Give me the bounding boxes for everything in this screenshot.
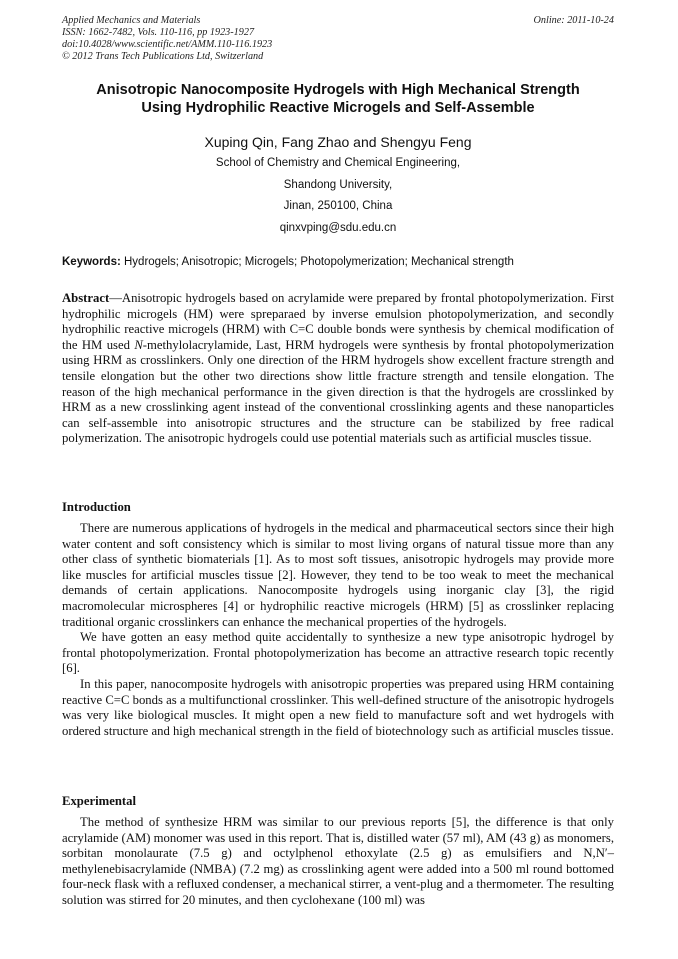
- author-email: qinxvping@sdu.edu.cn: [279, 222, 397, 234]
- intro-paragraph-1: There are numerous applications of hydrogels in the medical and pharmaceutical sectors since their high water content and soft consistency which is similar to most living organs of natural tissue more than any other class of synthetic biomaterials [1]. As to most soft tissues, anisotropic hydrogels may provide more like muscles for artificial muscles tissue [2]. However, they tend to be too weak to meet the mechanical demands of certain applications. Nanocomposite hydrogels using inorganic clay [3], the rigid macromolecular microspheres [4] or hydrophilic reactive microgels (HRM) [5] as crosslinker replacing traditional organic crosslinkers can enhance the mechanical properties of the hydrogels.: [62, 521, 614, 629]
- keywords-list: Hydrogels; Anisotropic; Microgels; Photopolymerization; Mechanical strength: [124, 256, 514, 268]
- experimental-heading: Experimental: [62, 794, 137, 808]
- abstract-italic-n: N: [134, 337, 143, 352]
- affiliation-line-3: Jinan, 250100, China: [283, 200, 393, 212]
- keywords-section: [62, 255, 622, 269]
- copyright-line: © 2012 Trans Tech Publications Ltd, Switzerland: [62, 51, 264, 62]
- authors: Xuping Qin, Fang Zhao and Shengyu Feng: [204, 134, 472, 150]
- abstract-text-2: -methylolacrylamide, Last, HRM hydrogels were synthesis by frontal photopolymerization using HRM as crosslinkers. Only one direction of the HRM hydrogels show excellent fracture strength and tensile elongation but the other two directions show little fracture strength and tensile elongation. The reason of the high mechanical performance in the given direction is that the hydrogels are crosslinked by HRM as a new crosslinking agent instead of the conventional crosslinking agents and these nanoparticles can self-assemble into anisotropic structures and the structure can be stabilized by free radical polymerization. The anisotropic hydrogels could use potential materials such as artificial muscles tissue.: [62, 337, 614, 446]
- journal-header: [62, 15, 614, 63]
- issn-line: ISSN: 1662-7482, Vols. 110-116, pp 1923-1927: [62, 27, 255, 38]
- intro-paragraph-3: In this paper, nanocomposite hydrogels with anisotropic properties was prepared using HRM containing reactive C=C bonds as a multifunctional crosslinker. This well-defined structure of the anisotropic hydrogels was very like biological muscles. It might open a new field to manufacture soft and wet hydrogels with ordered structure and high mechanical strength in the field of biotechnology such as artificial muscles tissue.: [62, 676, 614, 738]
- intro-paragraph-2: We have gotten an easy method quite accidentally to synthesize a new type anisotropic hydrogel by frontal photopolymerization. Frontal photopolymerization has become an attractive research topic recently [6].: [62, 630, 614, 676]
- title-line-1: Anisotropic Nanocomposite Hydrogels with High Mechanical Strength: [96, 82, 580, 98]
- abstract-label: Abstract: [62, 291, 110, 305]
- affiliation-line-2: Shandong University,: [283, 179, 393, 191]
- introduction-heading: Introduction: [62, 500, 131, 514]
- affiliation-line-1: School of Chemistry and Chemical Engineering,: [215, 157, 461, 169]
- title-line-2: Using Hydrophilic Reactive Microgels and Self-Assemble: [141, 100, 535, 116]
- doi-line: doi:10.4028/www.scientific.net/AMM.110-116.1923: [62, 39, 273, 50]
- experimental-body: [62, 815, 614, 909]
- online-date: Online: 2011-10-24: [533, 15, 614, 26]
- paper-title: [62, 81, 614, 117]
- introduction-body: [62, 521, 614, 739]
- abstract: [62, 291, 614, 447]
- abstract-text-1: —Anisotropic hydrogels based on acrylamide were prepared by frontal photopolymerization. First hydrophilic microgels (HM) were spreparaed by inverse emulsion photopolymerization, and secondly hydrophilic reactive microgels (HRM) with C=C double bonds were synthesis by chemical modification of the HM used: [62, 291, 614, 352]
- keywords-label: Keywords:: [62, 256, 121, 268]
- experimental-paragraph-1: The method of synthesize HRM was similar to our previous reports [5], the difference is that only acrylamide (AM) monomer was used in this report. That is, distilled water (57 ml), AM (43 g) as monomers, sorbitan monolaurate (7.5 g) and octylphenol ethoxylate (2.5 g) as emulsifiers and N,N′–methylenebisacrylamide (NMBA) (7.2 mg) as crosslinking agent were added into a 500 ml round bottomed four-neck flask with a refluxed condenser, a mechanical stirrer, a vent-plug and a thermometer. The resulting solution was stirred for 20 minutes, and then cyclohexane (100 ml) was: [62, 815, 614, 907]
- journal-name: Applied Mechanics and Materials: [62, 15, 201, 26]
